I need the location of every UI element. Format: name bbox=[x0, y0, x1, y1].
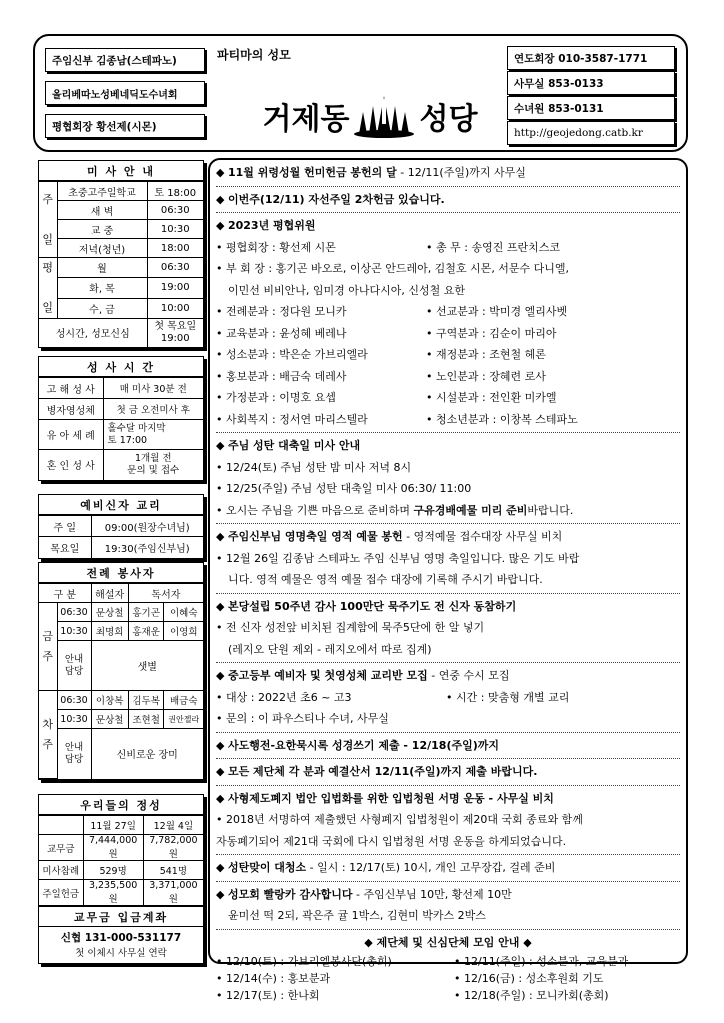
meeting-row: • 12/17(토) : 한나회 • 12/18(주일) : 모니카회(총회) bbox=[216, 989, 609, 1002]
sunday-label: 주 일 bbox=[39, 182, 57, 258]
commentator: 문상철 bbox=[91, 710, 128, 729]
holy-hour-label: 성시간, 성모신심 bbox=[39, 319, 147, 347]
holy-hour-clock: 19:00 bbox=[160, 332, 190, 344]
servers-header-division: 구 분 bbox=[39, 584, 91, 603]
meeting-item: 12/11(주일) : 성소분과, 교육분과 bbox=[464, 955, 629, 968]
catechumen-title: 예비신자 교리 bbox=[39, 495, 203, 515]
sacrament-name: 혼 인 성 사 bbox=[39, 450, 103, 480]
sacrament-name: 유 아 세 례 bbox=[39, 420, 103, 450]
notice-item: ◆ 주님 성탄 대축일 미사 안내 • 12/24(토) 주님 성탄 밤 미사 저녁 8시 • 12/25(주일) 주님 성탄 대축일 미사 06:30/ 11:00 • 오시는 주님을 기쁜 마음으로 준비하며 구유경배예물 미리 준비바랍니다. bbox=[216, 439, 574, 517]
notice-detail: - 일시 : 12/17(토) 10시, 개인 고무장갑, 걸레 준비 bbox=[306, 861, 556, 874]
notice-line: 2018년 서명하여 제출했던 사형폐지 입법청원이 제20대 국회 종료와 함께 bbox=[226, 813, 583, 826]
committee-member: 평협회장 : 황선제 시몬 bbox=[226, 240, 336, 254]
mass-schedule-box bbox=[38, 160, 204, 348]
notice-detail: - 주임신부님 10만, 황선제 10만 bbox=[352, 887, 512, 901]
committee-member: 구역분과 : 김순이 마리아 bbox=[436, 326, 557, 340]
committee-member: 사회복지 : 정서연 마리스텔라 bbox=[226, 412, 368, 426]
commentator: 최명희 bbox=[91, 622, 128, 641]
notice-item: ◆ 모든 제단체 각 분과 예결산서 12/11(주일)까지 제출 바랍니다. bbox=[216, 765, 538, 778]
notice-title: 성모회 빨랑카 감사합니다 bbox=[227, 887, 353, 901]
baptism-time: 토 17:00 bbox=[107, 434, 148, 446]
reader: 김두복 bbox=[128, 691, 164, 710]
mass-time: 19:00 bbox=[147, 278, 203, 298]
committee-member: 성소분과 : 박은순 가브리엘라 bbox=[226, 348, 368, 361]
notice-line: 바랍니다. bbox=[527, 503, 574, 517]
notice-line: 니다. 영적 예물은 영적 예물 접수 대장에 기록해 주시기 바랍니다. bbox=[228, 573, 543, 586]
contact-phone: 연도회장 010-3587-1771 bbox=[507, 46, 675, 70]
notice-line: 자동폐기되어 제21대 국회에 다시 입법청원 서명 운동을 하게되었습니다. bbox=[216, 834, 567, 848]
server-time: 06:30 bbox=[57, 603, 91, 622]
offering-date: 12월 4일 bbox=[143, 816, 203, 835]
divider bbox=[216, 854, 680, 855]
meeting-item: 12/14(수) : 홍보분과 bbox=[226, 972, 331, 985]
notice-line: (레지오 단원 제외 - 레지오에서 따로 집계) bbox=[228, 642, 432, 656]
reader: 홍기곤 bbox=[128, 603, 164, 622]
guide-group: 신비로운 장미 bbox=[91, 729, 203, 779]
convent-phone: 수녀원 853-0131 bbox=[507, 96, 675, 120]
servers-title: 전례 봉사자 bbox=[39, 563, 203, 583]
mass-name: 저녁(청년) bbox=[57, 239, 147, 258]
council-president: 평협회장 황선제(시몬) bbox=[45, 114, 205, 138]
account-title: 교무금 입금계좌 bbox=[39, 907, 203, 927]
divider bbox=[216, 662, 680, 663]
pastor-name: 주임신부 김종남(스테파노) bbox=[45, 48, 205, 72]
notice-item: ◆ 사형제도폐지 법안 입법화를 위한 입법청원 서명 운동 - 사무실 비치 • 2018년 서명하여 제출했던 사형폐지 입법청원이 제20대 국회 종료와 함께 자동폐기되어 제21대 국회에 다시 입법청원 서명 운동을 하게되었습니다. bbox=[216, 788, 680, 853]
notice-detail: - 12/11(주일)까지 사무실 bbox=[396, 166, 526, 179]
sacraments-title: 성 사 시 간 bbox=[39, 357, 203, 377]
server-time: 06:30 bbox=[57, 691, 91, 710]
committee-member: 가정분과 : 이명호 요셉 bbox=[226, 391, 336, 404]
mass-name: 새 벽 bbox=[57, 201, 147, 220]
offering-value: 529명 bbox=[83, 861, 143, 880]
guide-label-line: 안내 bbox=[64, 741, 84, 753]
sacrament-time: 첫 금 오전미사 후 bbox=[103, 399, 203, 420]
mass-name: 수, 금 bbox=[57, 298, 147, 318]
offering-corner bbox=[39, 816, 83, 835]
divider bbox=[216, 523, 680, 524]
reader: 배금숙 bbox=[164, 691, 203, 710]
offering-title: 우리들의 정성 bbox=[39, 795, 203, 815]
notice-title: 이번주(12/11) 자선주일 2차헌금 있습니다. bbox=[227, 192, 445, 206]
meeting-item: 12/17(토) : 한나회 bbox=[226, 989, 320, 1002]
offering-value: 3,371,000원 bbox=[143, 880, 203, 906]
committee-member: 이민선 비비안나, 임미경 아나다시아, 신성철 요한 bbox=[228, 283, 465, 297]
sacrament-name: 병자영성체 bbox=[39, 399, 103, 420]
notice-line: 12월 26일 김종남 스테파노 주임 신부님 영명 축일입니다. 많은 기도 바랍 bbox=[226, 551, 580, 565]
notice-row: • 대상 : 2022년 초6 ~ 고3 • 시간 : 맞춤형 개별 교리 bbox=[216, 690, 570, 704]
notice-line: 전 신자 성전앞 비치된 집계함에 묵주5단에 한 알 넣기 bbox=[226, 621, 485, 634]
notice-item: ◆ 성탄맞이 대청소 - 일시 : 12/17(토) 10시, 개인 고무장갑, 걸레 준비 bbox=[216, 861, 556, 874]
committee-member: 부 회 장 : 홍기곤 바오로, 이상곤 안드레아, 김철호 시몬, 서문수 다니엘, bbox=[226, 262, 570, 275]
sacrament-time: 매 미사 30분 전 bbox=[103, 378, 203, 399]
notice-title: 사도행전-요한묵시록 성경쓰기 제출 - 12/18(주일)까지 bbox=[227, 738, 499, 752]
mass-time: 토 18:00 bbox=[147, 182, 203, 201]
notice-item: ◆ 중고등부 예비자 및 첫영성체 교리반 모집 - 연중 수시 모집 • 대상 : 2022년 초6 ~ 고3 • 시간 : 맞춤형 개별 교리 • 문의 : 이 파우스티나 수녀, 사무실 bbox=[216, 665, 680, 730]
notice-line: 오시는 주님을 기쁜 마음으로 준비하며 bbox=[226, 503, 414, 517]
divider bbox=[216, 432, 680, 433]
parish-motto: 파티마의 성모 bbox=[217, 48, 291, 62]
committee-row: • 교육분과 : 윤성혜 베레나 • 구역분과 : 김순이 마리아 bbox=[216, 326, 557, 340]
guide-label bbox=[57, 641, 91, 691]
committee-member: 교육분과 : 윤성혜 베레나 bbox=[226, 326, 347, 340]
notice-item: ◆ 이번주(12/11) 자선주일 2차헌금 있습니다. bbox=[216, 192, 445, 206]
offering-value: 3,235,500원 bbox=[83, 880, 143, 906]
offering-name: 미사참례 bbox=[39, 861, 83, 880]
divider bbox=[216, 785, 680, 786]
notice-item: ◆ 11월 위령성월 헌미헌금 봉헌의 달 - 12/11(주일)까지 사무실 bbox=[216, 166, 526, 179]
office-phone: 사무실 853-0133 bbox=[507, 71, 675, 95]
guide-group: 샛별 bbox=[91, 641, 203, 691]
church-title bbox=[235, 91, 505, 141]
notice-item: ◆ 성모회 빨랑카 감사합니다 - 주임신부님 10만, 황선제 10만 윤미선 떡 2되, 곽은주 귤 1박스, 김현미 박카스 2박스 bbox=[216, 884, 680, 927]
meeting-item: 12/10(토) : 가브리엘봉사단(총회) bbox=[226, 955, 392, 968]
website-link[interactable]: http://geojedong.catb.kr bbox=[507, 121, 675, 145]
notice-title: 11월 위령성월 헌미헌금 봉헌의 달 bbox=[227, 166, 397, 179]
guide-label-line: 담당 bbox=[64, 665, 84, 677]
reader: 홍재운 bbox=[128, 622, 164, 641]
notice-detail: - 영적예물 접수대장 사무실 비치 bbox=[402, 530, 563, 543]
meetings-section bbox=[216, 932, 680, 1005]
offering-value: 7,782,000원 bbox=[143, 835, 203, 861]
divider bbox=[216, 881, 680, 882]
notice-line: 대상 : 2022년 초6 ~ 고3 bbox=[226, 690, 352, 704]
sacrament-time bbox=[103, 450, 203, 480]
servers-header-commentator: 해설자 bbox=[91, 584, 128, 603]
this-week-label: 금 주 bbox=[39, 603, 57, 691]
guide-label bbox=[57, 729, 91, 779]
mass-time: 06:30 bbox=[147, 201, 203, 220]
offering-table bbox=[39, 815, 203, 905]
baptism-day: 홀수달 마지막 bbox=[107, 422, 166, 434]
next-week-label: 차 주 bbox=[39, 691, 57, 779]
committee-row: • 성소분과 : 박은순 가브리엘라 • 재정분과 : 조현철 헤론 bbox=[216, 348, 546, 361]
committee-member: 시설분과 : 전인환 미카엘 bbox=[436, 391, 557, 404]
mass-time: 10:30 bbox=[147, 220, 203, 239]
mass-time: 10:00 bbox=[147, 298, 203, 318]
reader: 이영희 bbox=[164, 622, 203, 641]
notice-line: 시간 : 맞춤형 개별 교리 bbox=[456, 690, 570, 704]
notice-item: ◆ 2023년 평협위원 • 평협회장 : 황선제 시몬 • 총 무 : 송영진 프란치스코 • 부 회 장 : 홍기곤 바오로, 이상곤 안드레아, 김철호 시몬, 서문수 다니엘, 이민선 비비안나, 임미경 아나다시아, 신성철 요한 • 전례분과 : 정다원 모니카 • 선교분과 : 박미경 엘리사벳 • 교육분과 : 윤성혜 베레나 • 구역분과 : 김순이 마리아 • 성소분과 : 박은순 가브리엘라 • 재정분과 : 조현철 헤론 • 홍보분과 : 배금숙 데레사 • 노인분과 : 장혜련 로사 • 가정분과 : 이명호 요셉 • 시설분과 : 전인환 미카엘 • 사회복지 : 정서연 마리스텔라 • 청소년분과 : 이창복 스테파노 bbox=[216, 215, 680, 430]
account-box bbox=[38, 906, 204, 964]
sacrament-name: 고 해 성 사 bbox=[39, 378, 103, 399]
church-building-icon bbox=[353, 94, 415, 138]
account-note: 첫 이체시 사무실 연락 bbox=[75, 948, 167, 959]
divider bbox=[216, 758, 680, 759]
sacrament-time bbox=[103, 420, 203, 450]
committee-row: • 사회복지 : 정서연 마리스텔라 • 청소년분과 : 이창복 스테파노 bbox=[216, 412, 578, 426]
server-time: 10:30 bbox=[57, 710, 91, 729]
committee-member: 청소년분과 : 이창복 스테파노 bbox=[436, 412, 578, 426]
committee-row: • 평협회장 : 황선제 시몬 • 총 무 : 송영진 프란치스코 bbox=[216, 240, 560, 254]
meeting-item: 12/16(금) : 성소후원회 기도 bbox=[464, 972, 604, 985]
servers-box bbox=[38, 562, 204, 780]
church-name-left: 거제동 bbox=[262, 102, 350, 137]
sacraments-box bbox=[38, 356, 204, 481]
mass-name: 화, 목 bbox=[57, 278, 147, 298]
notice-emphasis: 구유경배예물 미리 준비 bbox=[413, 503, 528, 517]
notice-item: ◆ 사도행전-요한묵시록 성경쓰기 제출 - 12/18(주일)까지 bbox=[216, 738, 499, 752]
servers-header-reader: 독서자 bbox=[128, 584, 203, 603]
divider bbox=[216, 212, 680, 213]
offering-name: 주일헌금 bbox=[39, 880, 83, 906]
divider bbox=[216, 929, 680, 930]
mass-name: 초중고주일학교 bbox=[57, 182, 147, 201]
class-time: 09:00(원장수녀님) bbox=[91, 516, 203, 537]
notice-detail: - 연중 수시 모집 bbox=[427, 669, 510, 682]
notice-item: ◆ 주임신부님 영명축일 영적 예물 봉헌 - 영적예물 접수대장 사무실 비치 • 12월 26일 김종남 스테파노 주임 신부님 영명 축일입니다. 많은 기도 바랍 니다. 영적 예물은 영적 예물 접수 대장에 기록해 주시기 바랍니다. bbox=[216, 526, 680, 591]
committee-member: 총 무 : 송영진 프란치스코 bbox=[436, 240, 560, 254]
church-name-right: 성당 bbox=[419, 102, 478, 137]
divider bbox=[216, 732, 680, 733]
notice-title: 본당설립 50주년 감사 100만단 묵주기도 전 신자 동참하기 bbox=[227, 599, 517, 613]
notice-title: 주님 성탄 대축일 미사 안내 bbox=[227, 439, 361, 452]
offering-value: 541명 bbox=[143, 861, 203, 880]
divider bbox=[216, 186, 680, 187]
committee-row: • 가정분과 : 이명호 요셉 • 시설분과 : 전인환 미카엘 bbox=[216, 391, 557, 404]
reader: 이혜숙 bbox=[164, 603, 203, 622]
committee-member: 재정분과 : 조현철 헤론 bbox=[436, 348, 546, 361]
meeting-row: • 12/14(수) : 홍보분과 • 12/16(금) : 성소후원회 기도 bbox=[216, 972, 604, 985]
sacraments-table bbox=[39, 377, 203, 480]
notice-line: 12/25(주일) 주님 성탄 대축일 미사 06:30/ 11:00 bbox=[226, 482, 472, 495]
commentator: 이창복 bbox=[91, 691, 128, 710]
class-day: 주 일 bbox=[39, 516, 91, 537]
notice-line: 윤미선 떡 2되, 곽은주 귤 1박스, 김현미 박카스 2박스 bbox=[228, 909, 486, 922]
notice-title: 중고등부 예비자 및 첫영성체 교리반 모집 bbox=[227, 669, 428, 682]
offering-date: 11월 27일 bbox=[83, 816, 143, 835]
notice-title: 성탄맞이 대청소 bbox=[227, 861, 307, 874]
offering-value: 7,444,000원 bbox=[83, 835, 143, 861]
marriage-inquiry: 문의 및 접수 bbox=[127, 464, 180, 476]
mass-name: 교 중 bbox=[57, 220, 147, 239]
committee-row: • 전례분과 : 정다원 모니카 • 선교분과 : 박미경 엘리사벳 bbox=[216, 305, 568, 318]
committee-member: 선교분과 : 박미경 엘리사벳 bbox=[436, 305, 568, 318]
mass-time: 18:00 bbox=[147, 239, 203, 258]
notice-title: 모든 제단체 각 분과 예결산서 12/11(주일)까지 제출 바랍니다. bbox=[227, 765, 538, 778]
class-day: 목요일 bbox=[39, 537, 91, 558]
offering-name: 교무금 bbox=[39, 835, 83, 861]
mass-time: 06:30 bbox=[147, 258, 203, 278]
bulletin-header bbox=[33, 34, 688, 152]
notice-line: 12/24(토) 주님 성탄 밤 미사 저녁 8시 bbox=[226, 460, 412, 474]
notice-line: 문의 : 이 파우스티나 수녀, 사무실 bbox=[226, 712, 389, 725]
marriage-deadline: 1개월 전 bbox=[134, 452, 172, 464]
holy-hour-time bbox=[147, 319, 203, 347]
notice-title: 사형제도폐지 법안 입법화를 위한 입법청원 서명 운동 - 사무실 비치 bbox=[227, 791, 554, 805]
committee-member: 노인분과 : 장혜련 로사 bbox=[436, 369, 546, 383]
holy-hour-day: 첫 목요일 bbox=[154, 320, 197, 332]
account-number: 신협 131-000-531177 bbox=[60, 932, 182, 944]
notice-title: 2023년 평협위원 bbox=[227, 219, 316, 232]
guide-label-line: 담당 bbox=[64, 753, 84, 765]
notice-title: 주임신부님 영명축일 영적 예물 봉헌 bbox=[227, 530, 403, 543]
guide-label-line: 안내 bbox=[64, 653, 84, 665]
committee-row: • 홍보분과 : 배금숙 데레사 • 노인분과 : 장혜련 로사 bbox=[216, 369, 546, 383]
server-time: 10:30 bbox=[57, 622, 91, 641]
commentator: 문상철 bbox=[91, 603, 128, 622]
notices-panel bbox=[208, 158, 688, 1002]
reader: 권안젤라 bbox=[164, 710, 203, 729]
committee-member: 전례분과 : 정다원 모니카 bbox=[226, 305, 347, 318]
mass-name: 월 bbox=[57, 258, 147, 278]
weekday-label: 평 일 bbox=[39, 258, 57, 319]
catechumen-box bbox=[38, 494, 204, 559]
class-time: 19:30(주임신부님) bbox=[91, 537, 203, 558]
reader: 조현철 bbox=[128, 710, 164, 729]
divider bbox=[216, 593, 680, 594]
mass-schedule-title: 미 사 안 내 bbox=[39, 161, 203, 181]
offering-box bbox=[38, 794, 204, 906]
meeting-item: 12/18(주일) : 모니카회(총회) bbox=[464, 989, 609, 1002]
mass-schedule-table bbox=[39, 181, 203, 347]
catechumen-table bbox=[39, 515, 203, 558]
meetings-title: ◆ 제단체 및 신심단체 모임 안내 ◆ bbox=[364, 935, 532, 949]
meeting-row: • 12/10(토) : 가브리엘봉사단(총회) • 12/11(주일) : 성소분과, 교육분과 bbox=[216, 955, 629, 968]
notice-item: ◆ 본당설립 50주년 감사 100만단 묵주기도 전 신자 동참하기 • 전 신자 성전앞 비치된 집계함에 묵주5단에 한 알 넣기 (레지오 단원 제외 - 레지오에서 따로 집계) bbox=[216, 596, 680, 661]
sisters-name: 올리베따노성베네딕도수녀회 bbox=[45, 81, 205, 105]
servers-table bbox=[39, 583, 203, 779]
committee-member: 홍보분과 : 배금숙 데레사 bbox=[226, 369, 347, 383]
